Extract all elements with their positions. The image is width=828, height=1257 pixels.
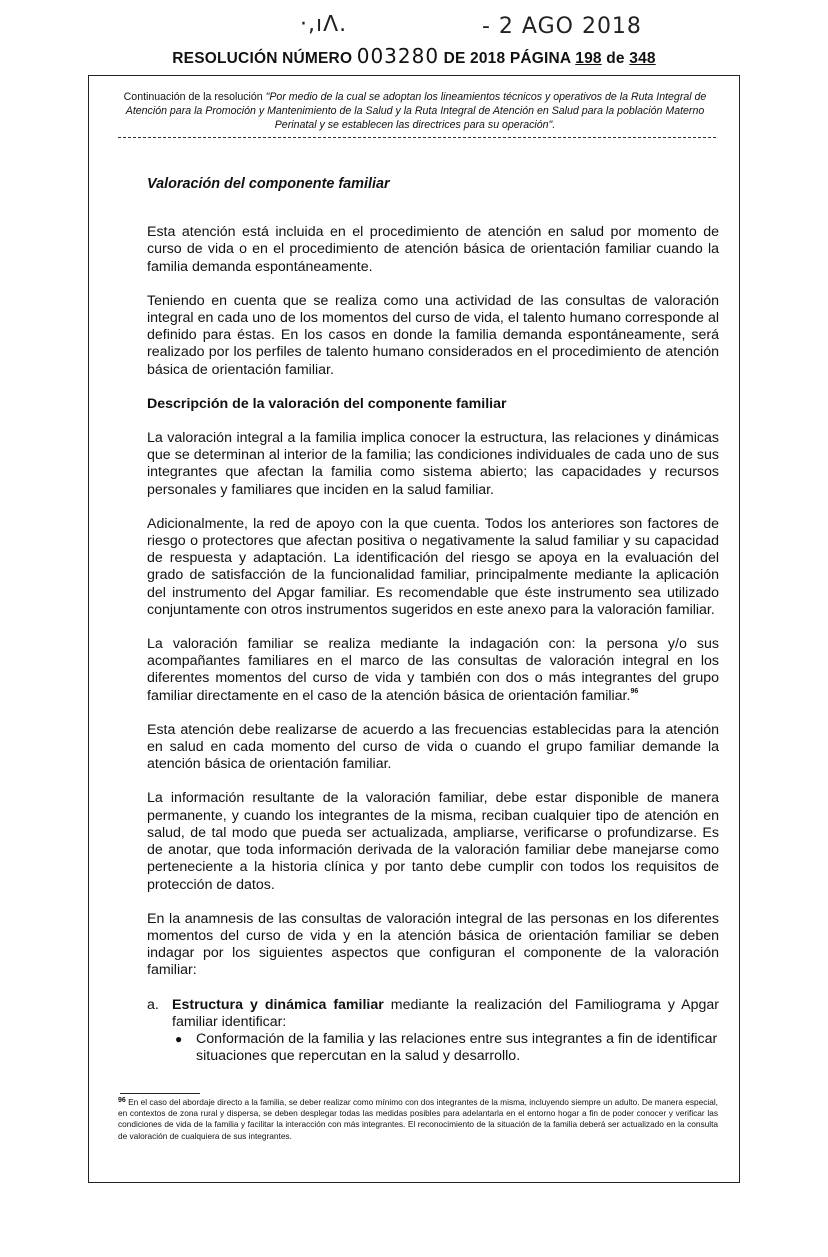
list-item-a-rest: mediante la realización del Familiograma y Apgar familiar identificar: [172, 996, 719, 1030]
paragraph-5 [147, 636, 719, 705]
paragraph-6: Esta atención debe realizarse de acuerdo a las frecuencias establecidas para la atención en salud en cada momento del curso de vida o cuando el grupo familiar demande la atención básica de orientación familiar. [147, 721, 719, 773]
dashed-divider [118, 137, 716, 138]
header-de: DE 2018 PÁGINA [443, 50, 571, 67]
continuation-prefix: Continuación de la resolución [123, 91, 263, 103]
header-page: 198 [575, 50, 602, 67]
paragraph-8: En la anamnesis de las consultas de valoración integral de las personas en los diferentes momentos del curso de vida y en la atención básica de orientación familiar se deben indagar por los siguientes aspectos que configuran el componente de la valoración familiar: [147, 910, 719, 979]
date-stamp [300, 12, 642, 39]
paragraph-5-text: La valoración familiar se realiza mediante la indagación con: la persona y/o sus acompañantes familiares en el marco de las consultas de valoración integral en los diferentes momentos del curso de vida y también con dos o más integrantes del grupo familiar directamente en el caso de la atención básica de orientación familiar. [147, 636, 719, 704]
bullet-icon: ● [175, 1031, 183, 1046]
list-item-a [147, 997, 719, 1031]
paragraph-7: La información resultante de la valoración familiar, debe estar disponible de manera permanente, y cuando los integrantes de la misma, reciban cualquier tipo de atención en salud, de tal modo que pueda ser actualizada, ampliarse, verificarse o profundizarse. Es de anotar, que toda información derivada de la valoración familiar debe manejarse como perteneciente a la historia clínica y por tanto debe cumplir con todos los requisitos de protección de datos. [147, 790, 719, 893]
bullet-item [175, 1031, 719, 1065]
list-item-a-bold: Estructura y dinámica familiar [172, 996, 384, 1013]
page-header [0, 44, 828, 68]
paragraph-1: Esta atención está incluida en el procedimiento de atención en salud por momento de curso de vida o en el procedimiento de atención básica de orientación familiar cuando la familia demanda espontáneamente. [147, 224, 719, 275]
continuation-title: "Por medio de la cual se adoptan los lineamientos técnicos y operativos de la Ruta Integral de Atención para la Promoción y Mantenimiento de la Salud y la Ruta Integral de Atención en Salud para la población Materno Perinatal y se establecen las directrices para su operación". [125, 91, 707, 131]
header-resolucion: RESOLUCIÓN NÚMERO [172, 50, 353, 67]
main-content [147, 176, 719, 1065]
header-total: 348 [629, 50, 656, 67]
header-de2: de [606, 50, 625, 67]
footnote-number: 96 [118, 1097, 126, 1104]
footnote-ref: 96 [630, 687, 639, 695]
header-number: 003280 [356, 44, 440, 68]
footnote-rule [120, 1093, 200, 1094]
continuation-note [110, 90, 720, 132]
footnote [118, 1097, 718, 1142]
bullet-text: Conformación de la familia y las relaciones entre sus integrantes a fin de identificar situaciones que repercutan en la salud y desarrollo. [196, 1030, 718, 1065]
stamp-date: - 2 AGO 2018 [482, 14, 642, 39]
paragraph-4: Adicionalmente, la red de apoyo con la que cuenta. Todos los anteriores son factores de riesgo o protectores que afectan positiva o negativamente la salud familiar y su capacidad de respuesta y adaptación. La identificación del riesgo se apoya en la evaluación del grado de satisfacción de la funcionalidad familiar, principalmente mediante la aplicación del instrumento del Apgar familiar. Es recomendable que éste instrumento sea utilizado conjuntamente con otros instrumentos sugeridos en este anexo para la valoración familiar. [147, 515, 719, 618]
list-item-a-text [172, 997, 719, 1031]
stamp-fragment: ·,ıᐱ. [300, 12, 348, 37]
subsection-heading: Descripción de la valoración del componente familiar [147, 395, 507, 412]
footnote-text: En el caso del abordaje directo a la familia, se deber realizar como mínimo con dos integrantes de la misma, incluyendo siempre un adulto. De manera especial, en contextos de zona rural y dispersa, se deben desplegar todas las medidas posibles para adelantarla en el entorno hogar a fin de poder conocer y verificar las condiciones de vida de la familia y facilitar la interacción con más integrantes. El reconocimiento de la situación de la familia deberá ser actualizado en la consulta de valoración de cualquiera de sus integrantes. [118, 1097, 718, 1141]
list-item-a-label: a. [147, 996, 159, 1013]
paragraph-2: Teniendo en cuenta que se realiza como una actividad de las consultas de valoración integral en cada uno de los momentos del curso de vida, el talento humano corresponde al definido para éstas. En los casos en donde la familia demanda espontáneamente, será realizado por los perfiles de talento humano considerados en el procedimiento de atención básica de orientación familiar. [147, 292, 719, 378]
section-heading: Valoración del componente familiar [147, 176, 390, 192]
paragraph-3: La valoración integral a la familia implica conocer la estructura, las relaciones y dinámicas que se determinan al interior de la familia; las condiciones individuales de cada uno de sus integrantes que afectan la familia como sistema abierto; las capacidades y recursos personales y familiares que inciden en la salud familiar. [147, 430, 719, 498]
